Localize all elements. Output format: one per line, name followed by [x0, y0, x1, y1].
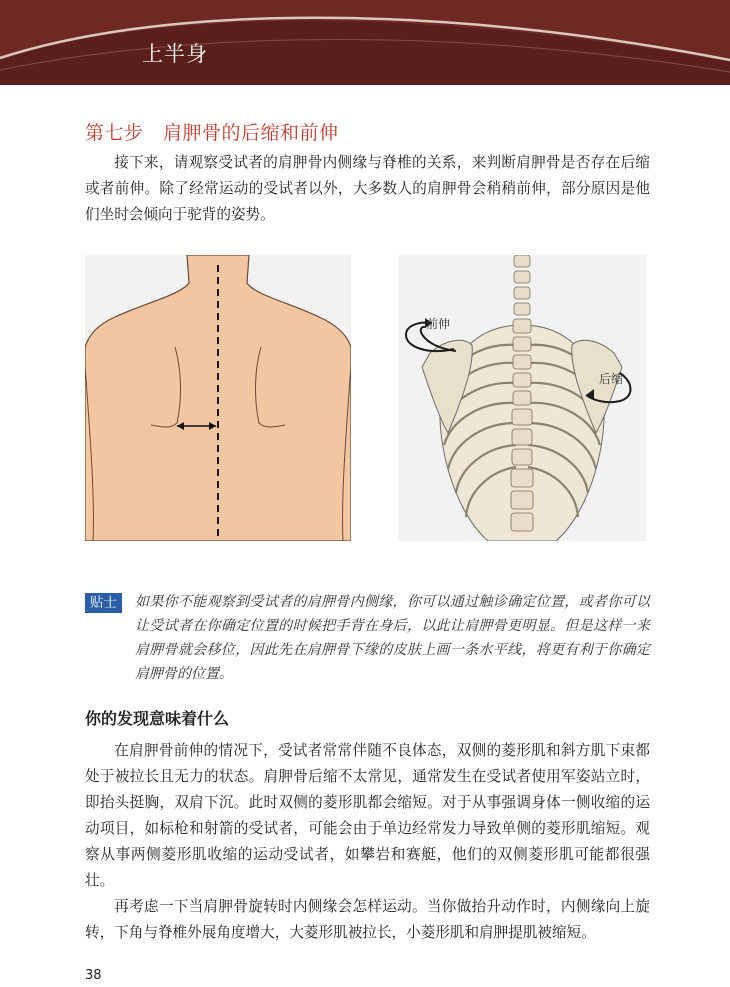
- label-retraction: 后缩: [599, 372, 624, 386]
- tip-text: 如果你不能观察到受试者的肩胛骨内侧缘，你可以通过触诊确定位置，或者你可以让受试者在你确定位置的时候把手背在身后，以此让肩胛骨更明显。但是这样一来肩胛骨就会移位，因此先在肩胛骨下缘的皮肤上画一条水平线，将更有利于你确定肩胛骨的位置。: [135, 594, 650, 682]
- findings-paragraph-1: 在肩胛骨前伸的情况下，受试者常常伴随不良体态，双侧的菱形肌和斜方肌下束都处于被拉长且无力的状态。肩胛骨后缩不太常见，通常发生在受试者使用军姿站立时，即抬头挺胸，双肩下沉。此时双侧的菱形肌都会缩短。对于从事强调身体一侧收缩的运动项目，如标枪和射箭的受试者，可能会由于单边经常发力导致单侧的菱形肌缩短。观察从事两侧菱形肌收缩的运动受试者，如攀岩和赛艇，他们的双侧菱形肌可能都很强壮。: [85, 742, 650, 889]
- label-protraction: 前伸: [426, 317, 451, 331]
- intro-paragraph: 接下来，请观察受试者的肩胛骨内侧缘与脊椎的关系，来判断肩胛骨是否存在后缩或者前伸。除了经常运动的受试者以外，大多数人的肩胛骨会稍稍前伸，部分原因是他们坐时会倾向于驼背的姿势。: [85, 154, 650, 223]
- step-title: 第七步 肩胛骨的后缩和前伸: [85, 122, 339, 144]
- header-banner: [0, 0, 730, 85]
- findings-paragraph-2: 再考虑一下当肩胛骨旋转时内侧缘会怎样运动。当你做抬升动作时，内侧缘向上旋转，下角与脊椎外展角度增大，大菱形肌被拉长，小菱形肌和肩胛提肌被缩短。: [85, 898, 650, 941]
- tip-badge: 贴士: [85, 593, 122, 613]
- page-number: 38: [85, 968, 102, 983]
- chapter-title: 上半身: [142, 42, 208, 66]
- back-illustration: [85, 255, 351, 541]
- section-heading: 你的发现意味着什么: [85, 709, 230, 728]
- chapter-header: [0, 0, 730, 85]
- skeleton-illustration: [398, 255, 646, 541]
